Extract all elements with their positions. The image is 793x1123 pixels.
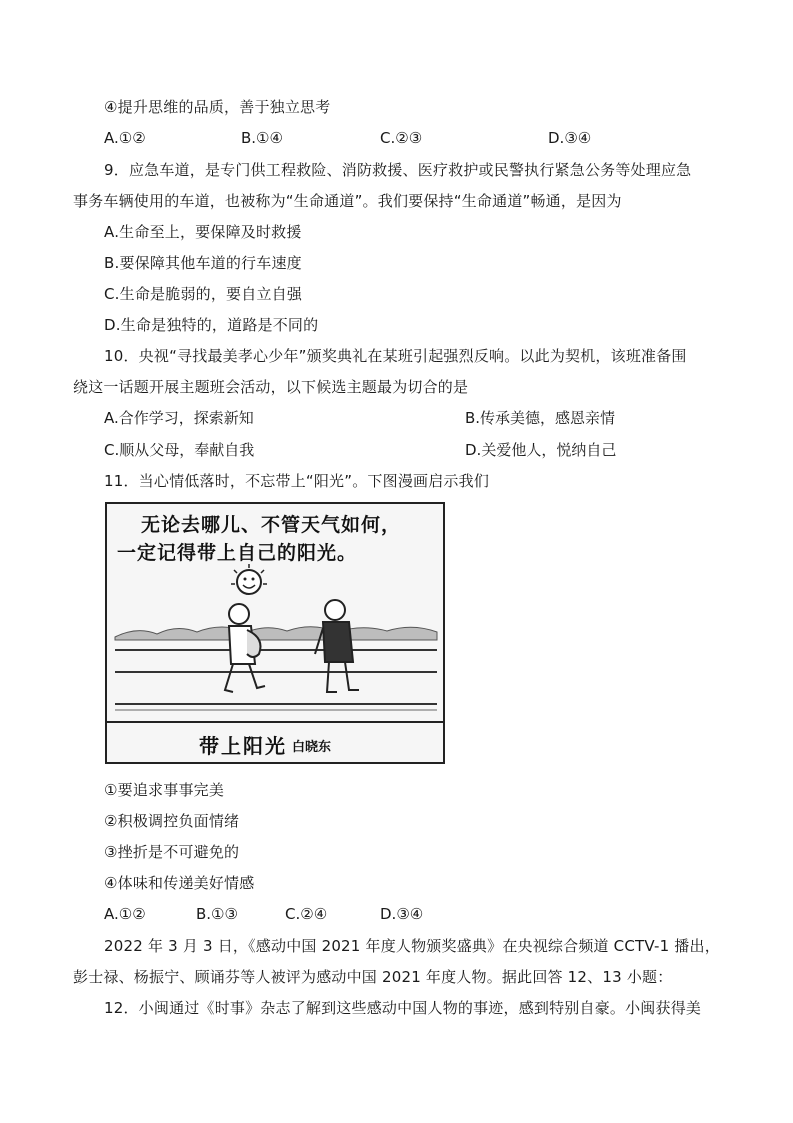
q10-option-a: A.合作学习，探索新知 — [104, 409, 254, 427]
q11-option-d: D.③④ — [380, 905, 424, 923]
passage-line1: 2022 年 3 月 3 日，《感动中国 2021 年度人物颁奖盛典》在央视综合频道 CCTV-1 播出， — [104, 937, 720, 955]
q9-option-c: C.生命是脆弱的，要自立自强 — [104, 285, 303, 303]
q8-option-a: A.①② — [104, 129, 146, 147]
q11-option-c: C.②④ — [285, 905, 328, 923]
q10-option-b: B.传承美德，感恩亲情 — [465, 409, 616, 427]
q9-stem-line2: 事务车辆使用的车道，也被称为“生命通道”。我们要保持“生命通道”畅通，是因为 — [73, 192, 622, 210]
cartoon-title: 带上阳光 — [199, 734, 287, 758]
q9-option-b: B.要保障其他车道的行车速度 — [104, 254, 302, 272]
cartoon-caption-line2: 一定记得带上自己的阳光。 — [117, 542, 358, 564]
q10-stem-line1: 10．央视“寻找最美孝心少年”颁奖典礼在某班引起强烈反响。以此为契机，该班准备围 — [104, 347, 687, 365]
q11-stem: 11．当心情低落时，不忘带上“阳光”。下图漫画启示我们 — [104, 472, 490, 490]
cartoon-caption-line1: 无论去哪儿、不管天气如何， — [141, 514, 402, 536]
q11-option-a: A.①② — [104, 905, 146, 923]
q9-stem-line1: 9．应急车道，是专门供工程救险、消防救援、医疗救护或民警执行紧急公务等处理应急 — [104, 161, 692, 179]
q9-option-d: D.生命是独特的，道路是不同的 — [104, 316, 319, 334]
q11-statement-2: ②积极调控负面情绪 — [104, 812, 240, 830]
q11-statement-4: ④体味和传递美好情感 — [104, 874, 255, 892]
q12-stem-line1: 12．小闽通过《时事》杂志了解到这些感动中国人物的事迹，感到特别自豪。小闽获得美 — [104, 999, 702, 1017]
cartoon-author: 白晓东 — [292, 740, 332, 755]
q10-option-d: D.关爱他人，悦纳自己 — [465, 441, 617, 459]
q10-stem-line2: 绕这一话题开展主题班会活动，以下候选主题最为切合的是 — [73, 378, 469, 396]
q11-statement-3: ③挫折是不可避免的 — [104, 843, 240, 861]
q10-option-c: C.顺从父母，奉献自我 — [104, 441, 255, 459]
q9-option-a: A.生命至上，要保障及时救援 — [104, 223, 302, 241]
q8-statement-4: ④提升思维的品质，善于独立思考 — [104, 98, 331, 116]
passage-line2: 彭士禄、杨振宁、顾诵芬等人被评为感动中国 2021 年度人物。据此回答 12、13 小题： — [73, 968, 673, 986]
q8-option-d: D.③④ — [548, 129, 592, 147]
q8-option-c: C.②③ — [380, 129, 423, 147]
q8-option-b: B.①④ — [241, 129, 283, 147]
q11-option-b: B.①③ — [196, 905, 238, 923]
cartoon-image — [105, 502, 445, 764]
q11-statement-1: ①要追求事事完美 — [104, 781, 225, 799]
